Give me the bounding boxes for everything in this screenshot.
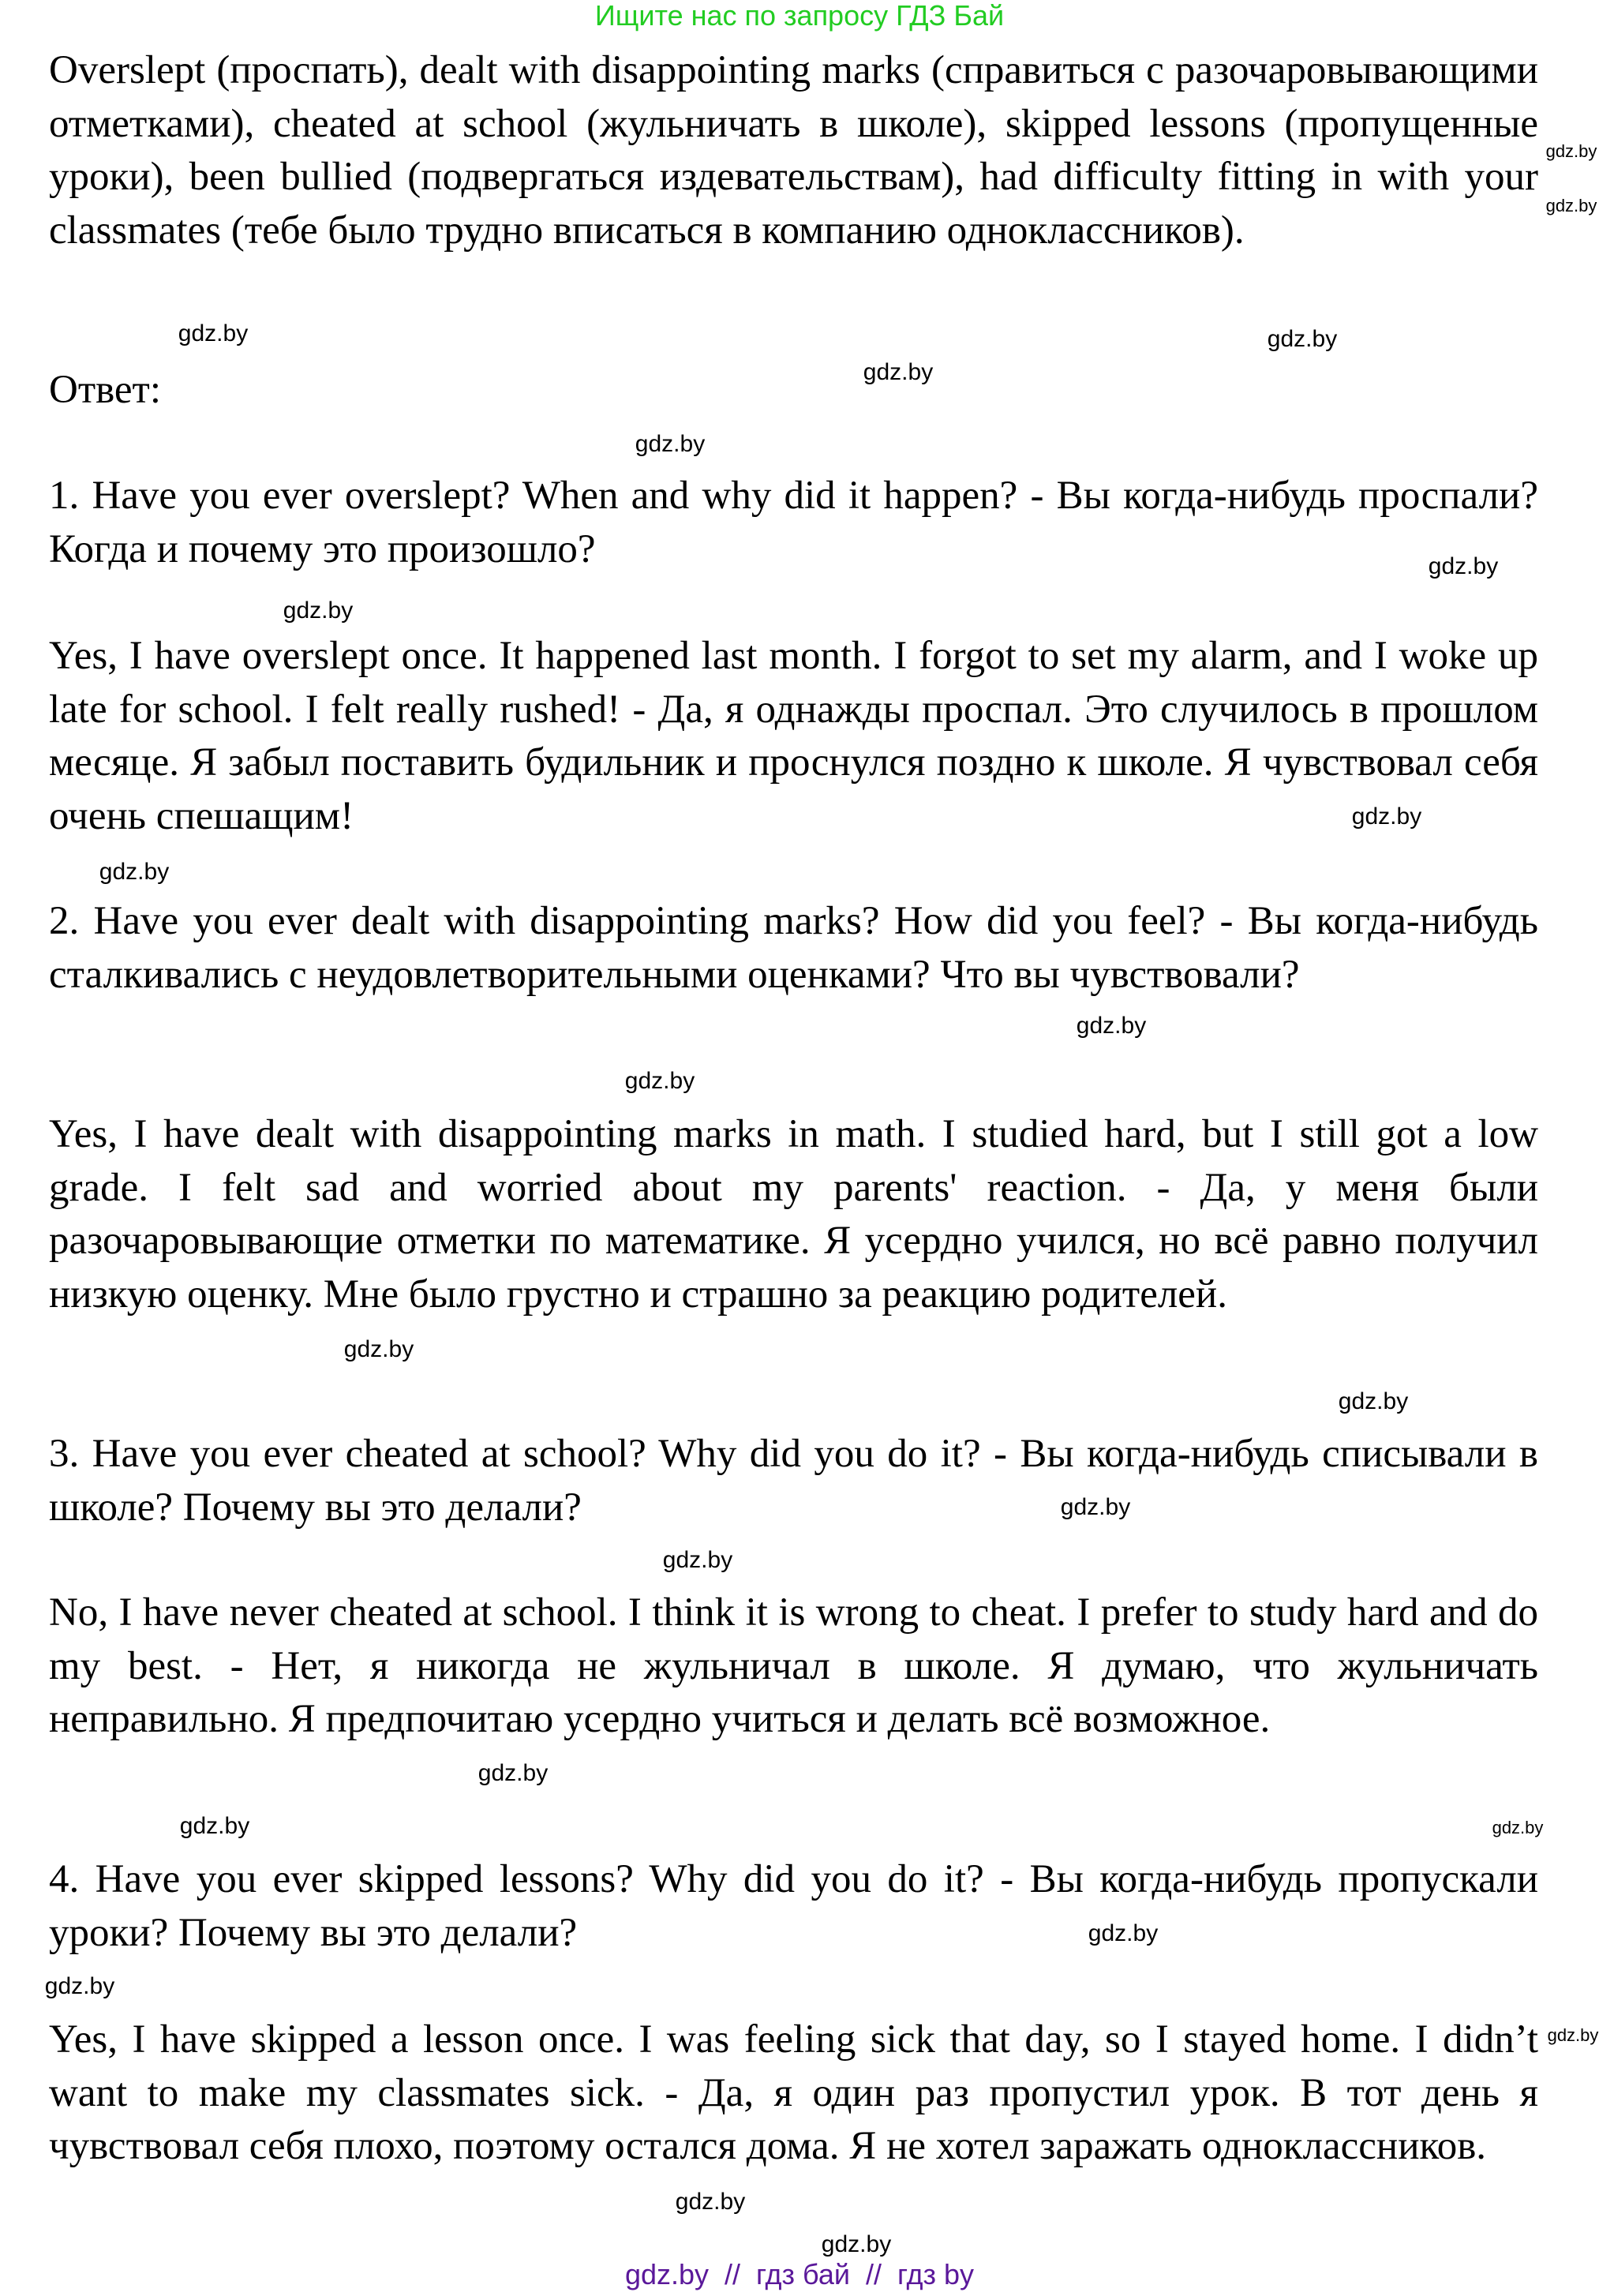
intro-paragraph: Overslept (проспать), dealt with disappointing marks (справиться с разочаровывающими отметками), cheated at school (жульничать в школе), skipped lessons (пропущенные уроки), been bullied (подвергаться издевательствам), had difficulty fitting in with your classmates (тебе было трудно вписаться в компанию одноклассников).: [49, 48, 1538, 253]
answer-4: Yes, I have skipped a lesson once. I was feeling sick that day, so I stayed home. I didn’t want to make my classmates sick. - Да, я один раз пропустил урок. В тот день я чувствовал себя плохо, поэтому остался дома. Я не хотел заражать одноклассников.: [49, 2017, 1538, 2169]
watermark: gdz.by: [675, 2189, 746, 2215]
watermark: gdz.by: [821, 2231, 892, 2257]
watermark: gdz.by: [1060, 1494, 1131, 1520]
watermark: gdz.by: [1545, 196, 1597, 215]
watermark: gdz.by: [635, 431, 706, 457]
question-2: 2. Have you ever dealt with disappointing marks? How did you feel? - Вы когда-нибудь сталкивались с неудовлетворительными оценками? Что вы чувствовали?: [49, 899, 1538, 997]
watermark: gdz.by: [1267, 326, 1338, 352]
watermark: gdz.by: [662, 1547, 733, 1573]
question-3: 3. Have you ever cheated at school? Why did you do it? - Вы когда-нибудь списывали в школе? Почему вы это делали?: [49, 1432, 1538, 1530]
watermark: gdz.by: [863, 359, 934, 385]
watermark: gdz.by: [1545, 141, 1597, 161]
answer-3: No, I have never cheated at school. I think it is wrong to cheat. I prefer to study hard and do my best. - Нет, я никогда не жульничал в школе. Я думаю, что жульничать неправильно. Я предпочитаю усердно учиться и делать всё возможное.: [49, 1590, 1538, 1742]
watermark: gdz.by: [1338, 1388, 1409, 1414]
watermark: gdz.by: [1547, 2025, 1599, 2045]
watermark: gdz.by: [44, 1973, 115, 1999]
answer-1: Yes, I have overslept once. It happened last month. I forgot to set my alarm, and I woke up late for school. I felt really rushed! - Да, я однажды проспал. Это случилось в прошлом месяце. Я забыл поставить будильник и проснулся поздно к школе. Я чувствовал себя очень спешащим!: [49, 634, 1538, 839]
watermark: gdz.by: [477, 1760, 549, 1786]
watermark: gdz.by: [178, 320, 249, 346]
watermark: gdz.by: [343, 1336, 414, 1362]
question-1: 1. Have you ever overslept? When and why did it happen? - Вы когда-нибудь проспали? Когда и почему это произошло?: [49, 474, 1538, 571]
watermark: gdz.by: [179, 1813, 250, 1839]
watermark: gdz.by: [1428, 553, 1499, 579]
watermark: gdz.by: [1492, 1818, 1544, 1837]
answer-2: Yes, I have dealt with disappointing marks in math. I studied hard, but I still got a low grade. I felt sad and worried about my parents' reaction. - Да, у меня были разочаровывающие отметки по математике. Я усердно учился, но всё равно получил низкую оценку. Мне было грустно и страшно за реакцию родителей.: [49, 1112, 1538, 1317]
promo-header: Ищите нас по запросу ГДЗ Бай: [594, 0, 1005, 32]
watermark: gdz.by: [283, 597, 354, 624]
watermark: gdz.by: [1088, 1920, 1159, 1946]
watermark: gdz.by: [99, 859, 170, 885]
watermark: gdz.by: [1076, 1013, 1147, 1039]
answer-label: Ответ:: [49, 368, 161, 412]
watermark: gdz.by: [1351, 803, 1422, 830]
watermark: gdz.by: [624, 1068, 695, 1094]
footer-links[interactable]: gdz.by // гдз бай // гдз by: [624, 2258, 975, 2290]
question-4: 4. Have you ever skipped lessons? Why did you do it? - Вы когда-нибудь пропускали уроки? Почему вы это делали?: [49, 1857, 1538, 1955]
